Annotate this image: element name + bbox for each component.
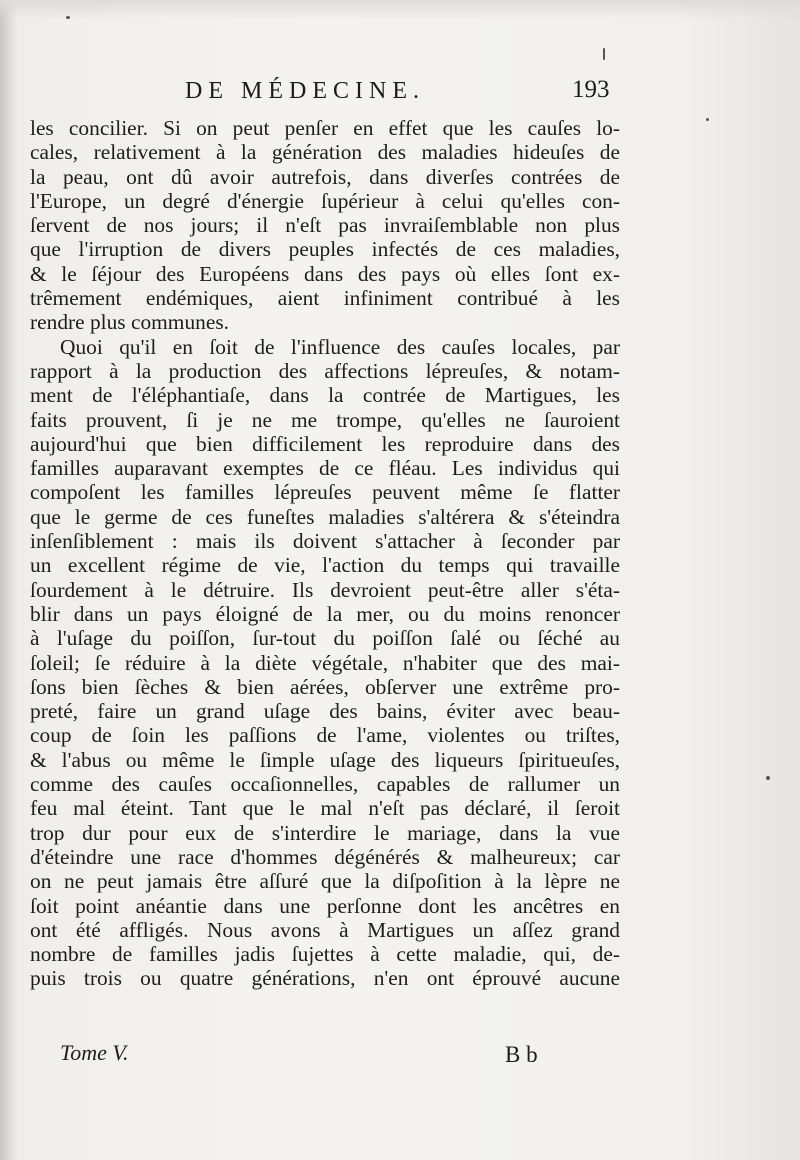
text-line: trêmement endémiques, aient infiniment contribué à les <box>30 286 620 311</box>
paper-speck <box>766 776 770 780</box>
gathering-signature: B b <box>505 1042 538 1067</box>
text-line: trop dur pour eux de s'interdire le mariage, dans la vue <box>30 820 620 845</box>
text-line: aujourd'hui que bien difficilement les reproduire dans des <box>30 431 620 456</box>
text-line: rapport à la production des affections lépreuſes, & notam- <box>30 358 620 383</box>
text-line: à l'uſage du poiſſon, ſur-tout du poiſſon ſalé ou ſéché au <box>30 626 620 651</box>
text-line: familles auparavant exemptes de ce fléau. Les individus qui <box>30 456 620 481</box>
text-line: compoſent les familles lépreuſes peuvent même ſe flatter <box>30 480 620 505</box>
text-line: & le ſéjour des Européens dans des pays où elles ſont ex- <box>30 261 620 286</box>
page-top-shadow <box>0 0 800 20</box>
text-line: nombre de familles jadis ſujettes à cette maladie, qui, de- <box>30 942 620 967</box>
page-number: 193 <box>572 76 610 103</box>
paper-speck <box>706 118 709 121</box>
text-line: ſourdement à le détruire. Ils devroient peut-être aller s'éta- <box>30 577 620 602</box>
text-line: comme des cauſes occaſionnelles, capables de rallumer un <box>30 772 620 797</box>
text-line: ont été affligés. Nous avons à Martigues un aſſez grand <box>30 917 620 942</box>
text-line: rendre plus communes. <box>30 310 230 335</box>
text-line: ſoit point anéantie dans une perſonne dont les ancêtres en <box>30 893 620 918</box>
text-line: ment de l'éléphantiaſe, dans la contrée de Martigues, les <box>30 383 620 408</box>
text-line: que l'irruption de divers peuples infectés de ces maladies, <box>30 237 620 262</box>
text-line: inſenſiblement : mais ils doivent s'attacher à ſeconder par <box>30 529 620 554</box>
paper-speck <box>603 48 605 60</box>
text-line: faits prouvent, ſi je ne me trompe, qu'elles ne ſauroient <box>30 407 620 432</box>
text-line: ſons bien ſèches & bien aérées, obſerver une extrême pro- <box>30 674 620 699</box>
paper-speck <box>66 16 70 19</box>
text-line: feu mal éteint. Tant que le mal n'eſt pas déclaré, il ſeroit <box>30 796 620 821</box>
text-line: blir dans un pays éloigné de la mer, ou du moins renoncer <box>30 601 620 626</box>
text-line: preté, faire un grand uſage des bains, éviter avec beau- <box>30 699 620 724</box>
running-head: DE MÉDECINE. <box>185 78 425 104</box>
text-line: coup de ſoin les paſſions de l'ame, violentes ou triſtes, <box>30 723 620 748</box>
text-line: puis trois ou quatre générations, n'en ont éprouvé aucune <box>30 966 620 991</box>
paragraph-start-line: Quoi qu'il en ſoit de l'influence des cauſes locales, par <box>60 334 620 359</box>
body-text <box>30 116 620 991</box>
text-line: on ne peut jamais être aſſuré que la diſpoſition à la lèpre ne <box>30 869 620 894</box>
volume-signature: Tome V. <box>60 1040 129 1065</box>
text-line: cales, relativement à la génération des maladies hideuſes de <box>30 140 620 165</box>
page-gutter-shadow <box>0 0 18 1160</box>
text-line: ſervent de nos jours; il n'eſt pas invraiſemblable non plus <box>30 213 620 238</box>
text-line: d'éteindre une race d'hommes dégénérés & malheureux; car <box>30 844 620 869</box>
text-line: les concilier. Si on peut penſer en effet que les cauſes lo- <box>30 116 620 140</box>
text-line: que le germe de ces funeſtes maladies s'altérera & s'éteindra <box>30 504 620 529</box>
text-line: la peau, ont dû avoir autrefois, dans diverſes contrées de <box>30 164 620 189</box>
text-line: ſoleil; ſe réduire à la diète végétale, n'habiter que des mai- <box>30 650 620 675</box>
text-line: l'Europe, un degré d'énergie ſupérieur à celui qu'elles con- <box>30 188 620 213</box>
text-line: & l'abus ou même le ſimple uſage des liqueurs ſpiritueuſes, <box>30 747 620 772</box>
text-line: un excellent régime de vie, l'action du temps qui travaille <box>30 553 620 578</box>
